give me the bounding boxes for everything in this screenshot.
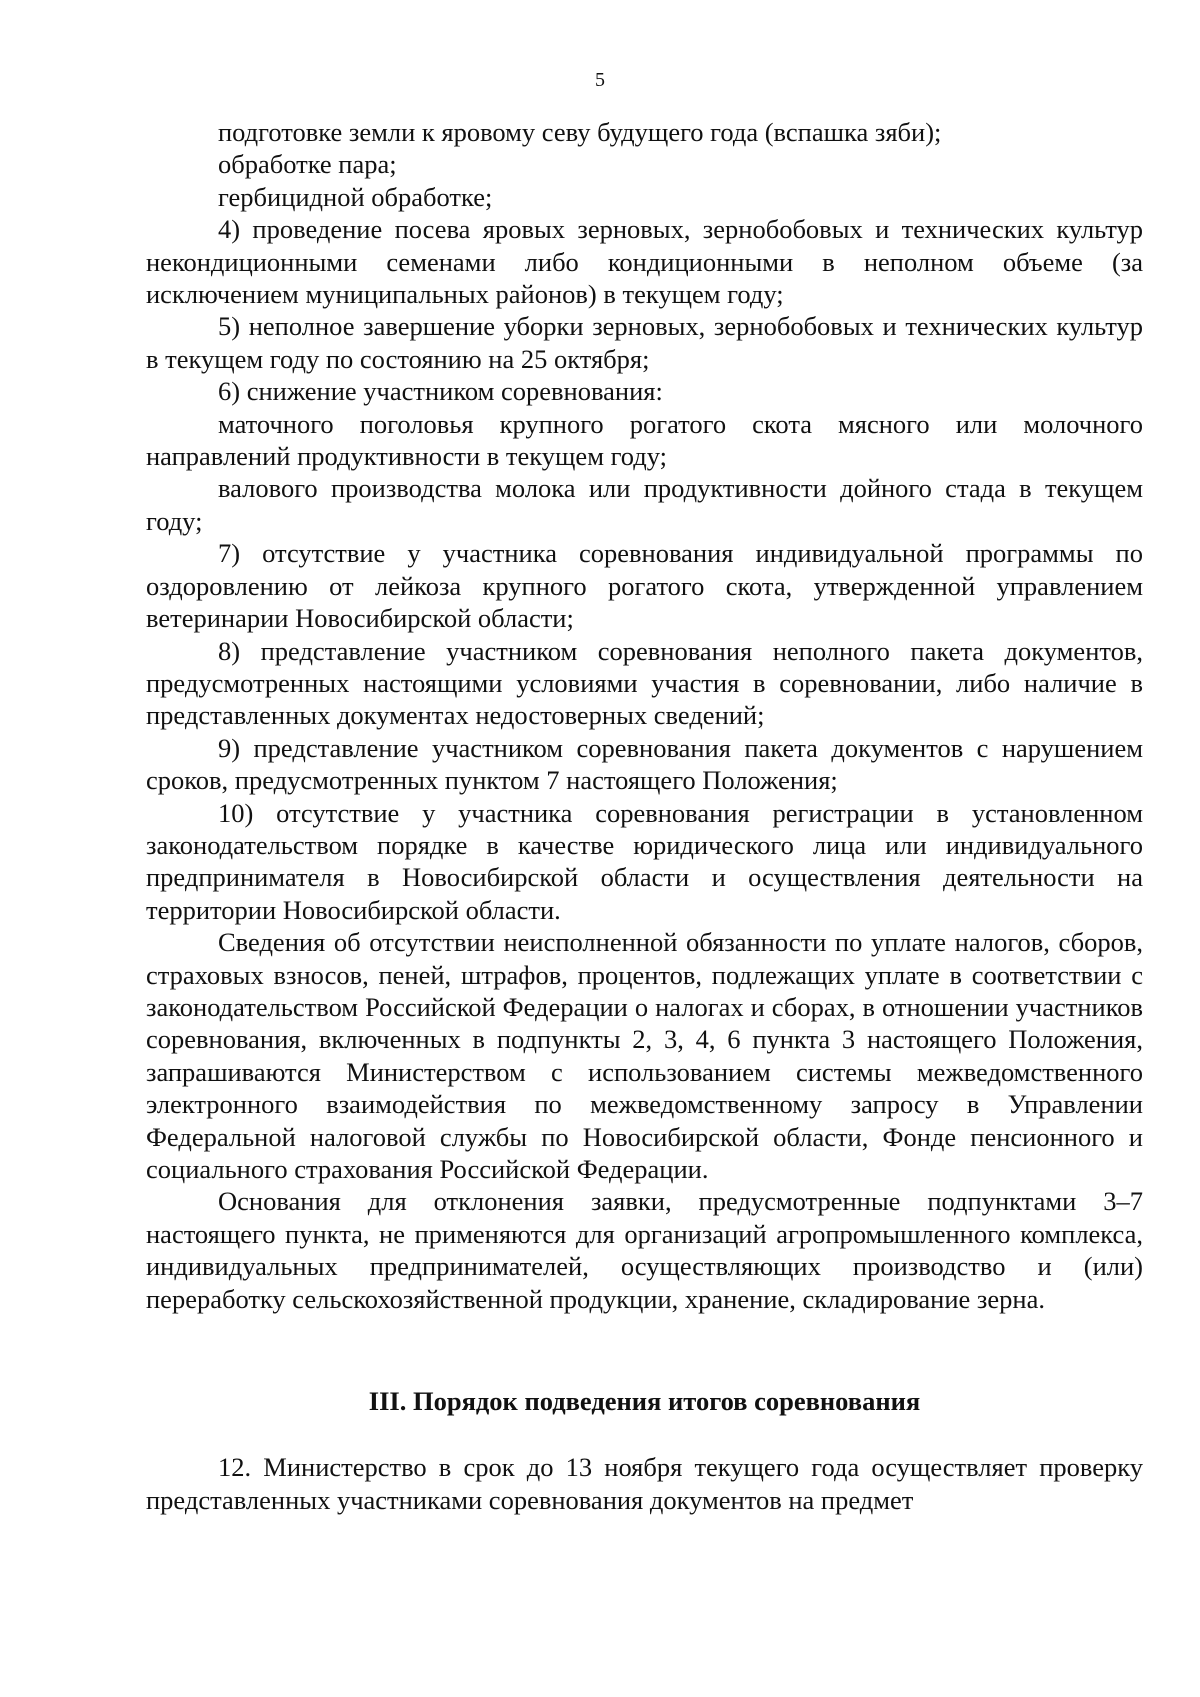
paragraph: 10) отсутствие у участника соревнования регистрации в установленном законодательством порядке в качестве юридического лица или индивидуального предпринимателя в Новосибирской области и осуществления деятельности на территории Новосибирской области.: [146, 797, 1143, 925]
paragraph: 12. Министерство в срок до 13 ноября текущего года осуществляет проверку представленных участниками соревнования документов на предмет: [146, 1452, 1143, 1515]
paragraph: Сведения об отсутствии неисполненной обязанности по уплате налогов, сборов, страховых взносов, пеней, штрафов, процентов, подлежащих уплате в соответствии с законодательством Российской Федерации о налогах и сборах, в отношении участников соревнования, включенных в подпункты 2, 3, 4, 6 пункта 3 настоящего Положения, запрашиваются Министерством с использованием системы межведомственного электронного взаимодействия по межведомственному запросу в Управлении Федеральной налоговой службы по Новосибирской области, Фонде пенсионного и социального страхования Российской Федерации.: [146, 927, 1143, 1184]
paragraph: 6) снижение участником соревнования:: [218, 376, 663, 407]
paragraph: подготовке земли к яровому севу будущего года (вспашка зяби);: [218, 117, 942, 147]
paragraph: Основания для отклонения заявки, предусмотренные подпунктами 3–7 настоящего пункта, не применяются для организаций агропромышленного комплекса, индивидуальных предпринимателей, осуществляющих производство и (или) переработку сельскохозяйственной продукции, хранение, складирование зерна.: [146, 1186, 1143, 1314]
paragraph: 4) проведение посева яровых зерновых, зернобобовых и технических культур некондиционными семенами либо кондиционными в неполном объеме (за исключением муниципальных районов) в текущем году;: [146, 214, 1143, 310]
paragraph: 5) неполное завершение уборки зерновых, зернобобовых и технических культур в текущем году по состоянию на 25 октября;: [146, 311, 1143, 374]
paragraph: валового производства молока или продуктивности дойного стада в текущем году;: [146, 473, 1143, 536]
paragraph: 7) отсутствие у участника соревнования индивидуальной программы по оздоровлению от лейкоза крупного рогатого скота, утвержденной управлением ветеринарии Новосибирской области;: [146, 538, 1143, 634]
paragraph: 9) представление участником соревнования пакета документов с нарушением сроков, предусмотренных пунктом 7 настоящего Положения;: [146, 732, 1143, 796]
paragraph: гербицидной обработке;: [218, 181, 493, 212]
paragraph: обработке пара;: [218, 149, 397, 180]
page-number: 5: [595, 69, 605, 91]
section-heading: III. Порядок подведения итогов соревнования: [368, 1386, 921, 1417]
paragraph: 8) представление участником соревнования неполного пакета документов, предусмотренных настоящими условиями участия в соревновании, либо наличие в представленных документах недостоверных сведений;: [146, 635, 1143, 731]
paragraph: маточного поголовья крупного рогатого скота мясного или молочного направлений продуктивности в текущем году;: [146, 408, 1143, 472]
document-body: [146, 116, 1143, 1516]
